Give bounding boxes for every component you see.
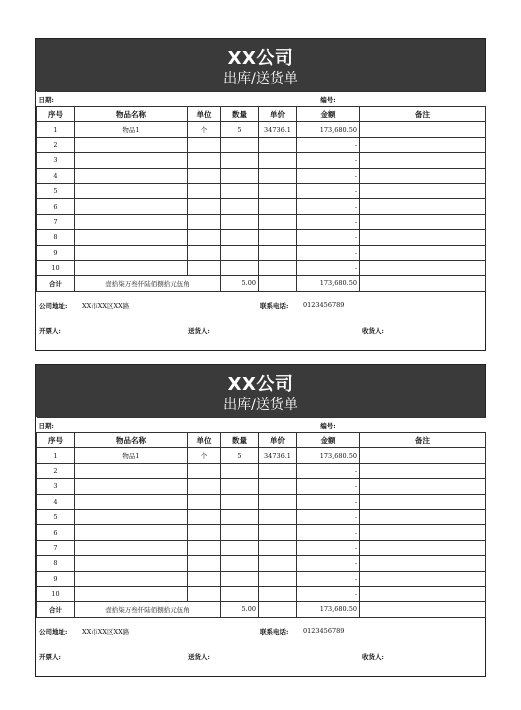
qty-cell[interactable] <box>221 463 259 478</box>
row-no-cell: 9 <box>37 571 75 586</box>
col-header-note: 备注 <box>360 433 486 448</box>
qty-cell[interactable] <box>221 525 259 540</box>
amount-cell: 173,680.50 <box>297 448 360 463</box>
total-note-empty <box>360 602 486 617</box>
meta-row <box>37 92 486 107</box>
note-cell[interactable] <box>360 509 486 524</box>
total-note-empty <box>360 276 486 291</box>
price-cell[interactable] <box>259 199 297 214</box>
item-name-cell[interactable] <box>75 586 188 601</box>
table-row <box>37 509 486 524</box>
price-cell[interactable] <box>259 260 297 275</box>
item-name-cell[interactable] <box>75 260 188 275</box>
amount-cell: - <box>297 540 360 555</box>
note-cell[interactable] <box>360 571 486 586</box>
note-cell[interactable] <box>360 153 486 168</box>
row-no-cell: 1 <box>37 122 75 137</box>
row-no-cell: 8 <box>37 230 75 245</box>
price-cell[interactable] <box>259 214 297 229</box>
date-label: 日期: <box>37 92 75 107</box>
phone-value: 0123456789 <box>303 626 345 635</box>
address-value: XX市XX区XX路 <box>82 627 130 636</box>
table-row <box>37 479 486 494</box>
total-amount: 173,680.50 <box>297 276 360 291</box>
unit-cell[interactable] <box>188 463 221 478</box>
amount-cell: - <box>297 260 360 275</box>
row-no-cell: 10 <box>37 586 75 601</box>
amount-cell: - <box>297 509 360 524</box>
col-header-price: 单价 <box>259 433 297 448</box>
price-cell[interactable] <box>259 137 297 152</box>
amount-cell: - <box>297 183 360 198</box>
unit-cell[interactable] <box>188 230 221 245</box>
date-value[interactable] <box>75 92 188 107</box>
note-cell[interactable] <box>360 245 486 260</box>
qty-cell[interactable] <box>221 137 259 152</box>
qty-cell[interactable] <box>221 199 259 214</box>
item-name-cell[interactable] <box>75 479 188 494</box>
items-table <box>36 417 486 618</box>
col-header-unit: 单位 <box>188 433 221 448</box>
item-name-cell[interactable] <box>75 494 188 509</box>
number-value[interactable] <box>360 92 486 107</box>
form-header <box>36 39 485 91</box>
table-header-row <box>37 107 486 122</box>
row-no-cell: 4 <box>37 494 75 509</box>
unit-cell[interactable] <box>188 168 221 183</box>
amount-cell: - <box>297 463 360 478</box>
price-cell[interactable] <box>259 525 297 540</box>
amount-cell: - <box>297 153 360 168</box>
qty-cell[interactable] <box>221 571 259 586</box>
col-header-amount: 金额 <box>297 433 360 448</box>
qty-cell[interactable] <box>221 494 259 509</box>
address-value: XX市XX区XX路 <box>82 301 130 310</box>
row-no-cell: 5 <box>37 183 75 198</box>
price-cell[interactable]: 34736.1 <box>259 448 297 463</box>
qty-cell[interactable] <box>221 214 259 229</box>
col-header-price: 单价 <box>259 107 297 122</box>
item-name-cell[interactable] <box>75 168 188 183</box>
row-no-cell: 6 <box>37 525 75 540</box>
row-no-cell: 2 <box>37 137 75 152</box>
item-name-cell[interactable] <box>75 137 188 152</box>
qty-cell[interactable] <box>221 586 259 601</box>
table-row <box>37 245 486 260</box>
unit-cell[interactable] <box>188 571 221 586</box>
amount-cell: - <box>297 586 360 601</box>
item-name-cell[interactable] <box>75 199 188 214</box>
note-cell[interactable] <box>360 230 486 245</box>
table-header-row <box>37 433 486 448</box>
total-label: 合计 <box>37 602 75 617</box>
note-cell[interactable] <box>360 586 486 601</box>
document-title: 出库/送货单 <box>223 397 298 413</box>
row-no-cell: 9 <box>37 245 75 260</box>
unit-cell[interactable] <box>188 245 221 260</box>
row-no-cell: 1 <box>37 448 75 463</box>
amount-cell: - <box>297 137 360 152</box>
issuer-label: 开票人: <box>39 652 61 661</box>
date-label: 日期: <box>37 418 75 433</box>
amount-cell: 173,680.50 <box>297 122 360 137</box>
form-footer <box>36 292 485 348</box>
item-name-cell[interactable] <box>75 525 188 540</box>
phone-label: 联系电话: <box>260 301 289 310</box>
item-name-cell[interactable] <box>75 540 188 555</box>
item-name-cell[interactable] <box>75 556 188 571</box>
row-no-cell: 7 <box>37 214 75 229</box>
price-cell[interactable] <box>259 540 297 555</box>
qty-cell[interactable] <box>221 260 259 275</box>
table-row <box>37 168 486 183</box>
item-name-cell[interactable] <box>75 245 188 260</box>
price-cell[interactable] <box>259 556 297 571</box>
note-cell[interactable] <box>360 214 486 229</box>
unit-cell[interactable] <box>188 525 221 540</box>
price-cell[interactable] <box>259 494 297 509</box>
table-row <box>37 199 486 214</box>
item-name-cell[interactable] <box>75 153 188 168</box>
deliverer-label: 送货人: <box>188 652 210 661</box>
unit-cell[interactable] <box>188 540 221 555</box>
table-row <box>37 571 486 586</box>
price-cell[interactable] <box>259 183 297 198</box>
total-row <box>37 276 486 291</box>
total-label: 合计 <box>37 276 75 291</box>
qty-cell[interactable] <box>221 479 259 494</box>
note-cell[interactable] <box>360 540 486 555</box>
col-header-name: 物品名称 <box>75 433 188 448</box>
unit-cell[interactable] <box>188 479 221 494</box>
price-cell[interactable] <box>259 230 297 245</box>
amount-cell: - <box>297 479 360 494</box>
address-label: 公司地址: <box>39 301 68 310</box>
row-no-cell: 6 <box>37 199 75 214</box>
amount-cell: - <box>297 245 360 260</box>
table-row <box>37 122 486 137</box>
form-header <box>36 365 485 417</box>
col-header-unit: 单位 <box>188 107 221 122</box>
total-amount-in-words: 壹拾柒万叁仟陆佰捌拾元伍角 <box>75 276 221 291</box>
note-cell[interactable] <box>360 479 486 494</box>
unit-cell[interactable] <box>188 260 221 275</box>
total-qty: 5.00 <box>221 276 259 291</box>
form-footer <box>36 618 485 674</box>
number-label: 编号: <box>297 92 360 107</box>
total-price-empty <box>259 602 297 617</box>
deliverer-label: 送货人: <box>188 326 210 335</box>
qty-cell[interactable] <box>221 153 259 168</box>
item-name-cell[interactable] <box>75 571 188 586</box>
note-cell[interactable] <box>360 168 486 183</box>
receiver-label: 收货人: <box>362 652 384 661</box>
table-row <box>37 448 486 463</box>
note-cell[interactable] <box>360 448 486 463</box>
note-cell[interactable] <box>360 494 486 509</box>
note-cell[interactable] <box>360 137 486 152</box>
price-cell[interactable]: 34736.1 <box>259 122 297 137</box>
unit-cell[interactable] <box>188 137 221 152</box>
col-header-note: 备注 <box>360 107 486 122</box>
total-amount: 173,680.50 <box>297 602 360 617</box>
unit-cell[interactable] <box>188 199 221 214</box>
unit-cell[interactable] <box>188 153 221 168</box>
table-row <box>37 463 486 478</box>
company-name: XX公司 <box>227 48 294 69</box>
item-name-cell[interactable]: 物品1 <box>75 122 188 137</box>
qty-cell[interactable] <box>221 540 259 555</box>
table-row <box>37 260 486 275</box>
price-cell[interactable] <box>259 463 297 478</box>
col-header-qty: 数量 <box>221 107 259 122</box>
row-no-cell: 3 <box>37 153 75 168</box>
company-name: XX公司 <box>227 374 294 395</box>
table-row <box>37 214 486 229</box>
qty-cell[interactable]: 5 <box>221 448 259 463</box>
unit-cell[interactable]: 个 <box>188 122 221 137</box>
col-header-no: 序号 <box>37 107 75 122</box>
total-amount-in-words: 壹拾柒万叁仟陆佰捌拾元伍角 <box>75 602 221 617</box>
item-name-cell[interactable] <box>75 463 188 478</box>
amount-cell: - <box>297 571 360 586</box>
table-row <box>37 540 486 555</box>
table-row <box>37 230 486 245</box>
table-row <box>37 556 486 571</box>
row-no-cell: 3 <box>37 479 75 494</box>
qty-cell[interactable] <box>221 509 259 524</box>
item-name-cell[interactable]: 物品1 <box>75 448 188 463</box>
row-no-cell: 8 <box>37 556 75 571</box>
address-label: 公司地址: <box>39 627 68 636</box>
unit-cell[interactable] <box>188 586 221 601</box>
table-row <box>37 586 486 601</box>
delivery-form <box>35 364 486 677</box>
unit-cell[interactable] <box>188 509 221 524</box>
note-cell[interactable] <box>360 260 486 275</box>
items-table <box>36 91 486 292</box>
note-cell[interactable] <box>360 183 486 198</box>
phone-label: 联系电话: <box>260 627 289 636</box>
row-no-cell: 7 <box>37 540 75 555</box>
note-cell[interactable] <box>360 525 486 540</box>
number-label: 编号: <box>297 418 360 433</box>
price-cell[interactable] <box>259 245 297 260</box>
item-name-cell[interactable] <box>75 230 188 245</box>
amount-cell: - <box>297 525 360 540</box>
unit-cell[interactable]: 个 <box>188 448 221 463</box>
amount-cell: - <box>297 230 360 245</box>
row-no-cell: 2 <box>37 463 75 478</box>
price-cell[interactable] <box>259 479 297 494</box>
qty-cell[interactable] <box>221 183 259 198</box>
item-name-cell[interactable] <box>75 509 188 524</box>
note-cell[interactable] <box>360 199 486 214</box>
phone-value: 0123456789 <box>303 300 345 309</box>
price-cell[interactable] <box>259 509 297 524</box>
table-row <box>37 525 486 540</box>
col-header-no: 序号 <box>37 433 75 448</box>
amount-cell: - <box>297 214 360 229</box>
document-title: 出库/送货单 <box>223 71 298 87</box>
total-qty: 5.00 <box>221 602 259 617</box>
qty-cell[interactable] <box>221 245 259 260</box>
note-cell[interactable] <box>360 463 486 478</box>
table-row <box>37 494 486 509</box>
row-no-cell: 10 <box>37 260 75 275</box>
issuer-label: 开票人: <box>39 326 61 335</box>
unit-cell[interactable] <box>188 556 221 571</box>
amount-cell: - <box>297 199 360 214</box>
col-header-name: 物品名称 <box>75 107 188 122</box>
note-cell[interactable] <box>360 122 486 137</box>
table-row <box>37 153 486 168</box>
amount-cell: - <box>297 494 360 509</box>
row-no-cell: 4 <box>37 168 75 183</box>
date-value[interactable] <box>75 418 188 433</box>
receiver-label: 收货人: <box>362 326 384 335</box>
row-no-cell: 5 <box>37 509 75 524</box>
meta-row <box>37 418 486 433</box>
qty-cell[interactable]: 5 <box>221 122 259 137</box>
table-row <box>37 183 486 198</box>
number-value[interactable] <box>360 418 486 433</box>
price-cell[interactable] <box>259 168 297 183</box>
table-row <box>37 137 486 152</box>
unit-cell[interactable] <box>188 214 221 229</box>
col-header-amount: 金额 <box>297 107 360 122</box>
qty-cell[interactable] <box>221 556 259 571</box>
item-name-cell[interactable] <box>75 183 188 198</box>
amount-cell: - <box>297 168 360 183</box>
amount-cell: - <box>297 556 360 571</box>
total-price-empty <box>259 276 297 291</box>
unit-cell[interactable] <box>188 494 221 509</box>
col-header-qty: 数量 <box>221 433 259 448</box>
total-row <box>37 602 486 617</box>
unit-cell[interactable] <box>188 183 221 198</box>
delivery-form <box>35 38 486 351</box>
item-name-cell[interactable] <box>75 214 188 229</box>
qty-cell[interactable] <box>221 230 259 245</box>
price-cell[interactable] <box>259 571 297 586</box>
qty-cell[interactable] <box>221 168 259 183</box>
price-cell[interactable] <box>259 153 297 168</box>
price-cell[interactable] <box>259 586 297 601</box>
note-cell[interactable] <box>360 556 486 571</box>
